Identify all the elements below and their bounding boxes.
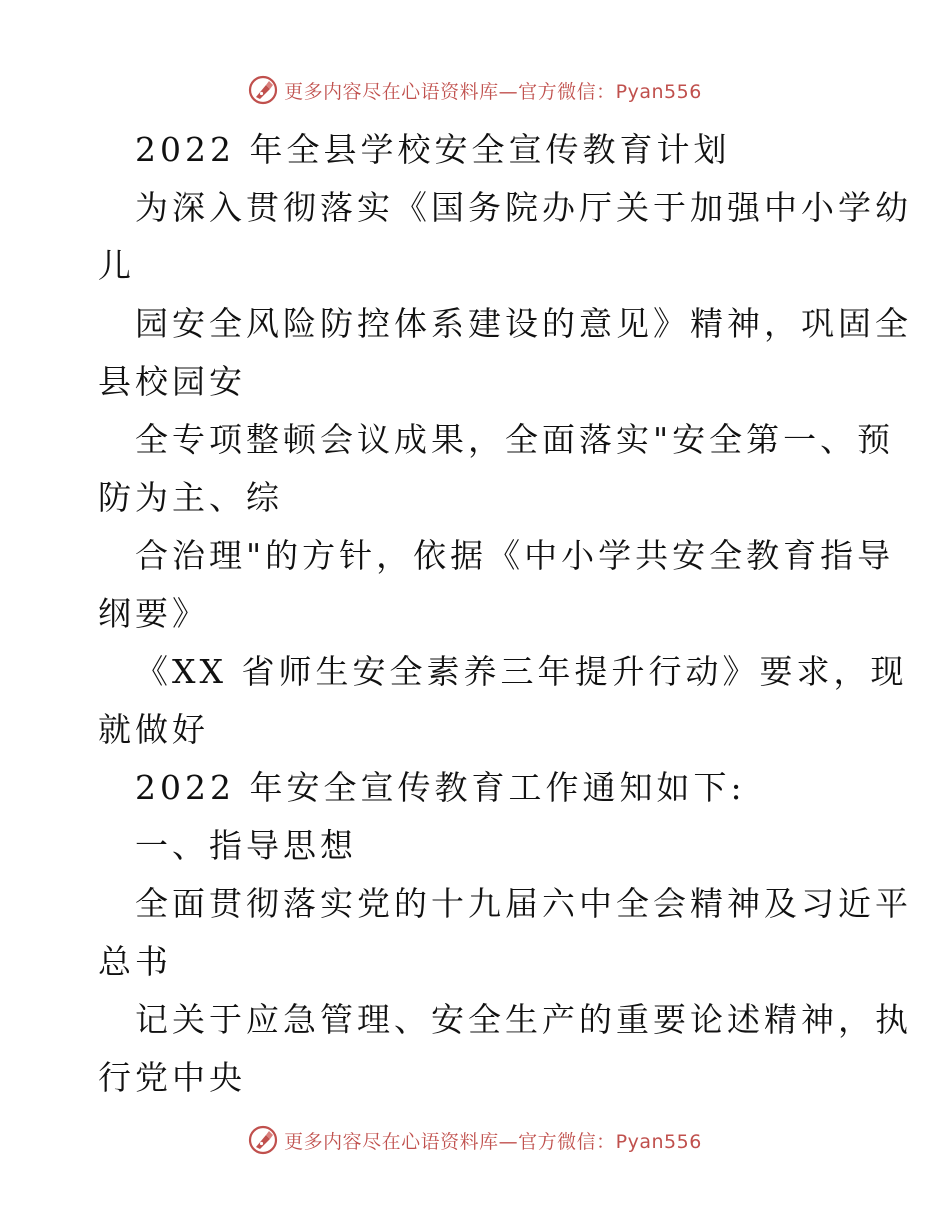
banner-text: 更多内容尽在心语资料库—官方微信：Pyan556 [284,1130,702,1153]
pen-nib-logo-icon [248,75,278,105]
paragraph-line: 总书 [98,942,172,981]
footer-banner [0,1120,950,1160]
paragraph-line: 纲要》 [98,594,209,633]
paragraph-line: 园安全风险防控体系建设的意见》精神，巩固全 [135,304,912,343]
paragraph-line: 儿 [98,246,135,285]
paragraph-line: 县校园安 [98,362,246,401]
paragraph-line: 记关于应急管理、安全生产的重要论述精神，执 [135,1000,912,1039]
paragraph-line: 防为主、综 [98,478,283,517]
paragraph-line: 为深入贯彻落实《国务院办厅关于加强中小学幼 [135,188,912,227]
paragraph-line: 2022 年安全宣传教育工作通知如下: [135,768,746,807]
paragraph-line: 全专项整顿会议成果，全面落实"安全第一、预 [135,420,895,459]
paragraph-line: 就做好 [98,710,209,749]
document-title: 2022 年全县学校安全宣传教育计划 [135,130,731,169]
paragraph-line: 行党中央 [98,1058,246,1097]
paragraph-line: 全面贯彻落实党的十九届六中全会精神及习近平 [135,884,912,923]
section-heading: 一、指导思想 [135,826,357,865]
header-banner [0,70,950,110]
pen-nib-logo-icon [248,1125,278,1155]
banner-text: 更多内容尽在心语资料库—官方微信：Pyan556 [284,80,702,103]
paragraph-line: 合治理"的方针，依据《中小学共安全教育指导 [135,536,895,575]
paragraph-line: 《XX 省师生安全素养三年提升行动》要求，现 [135,652,908,691]
